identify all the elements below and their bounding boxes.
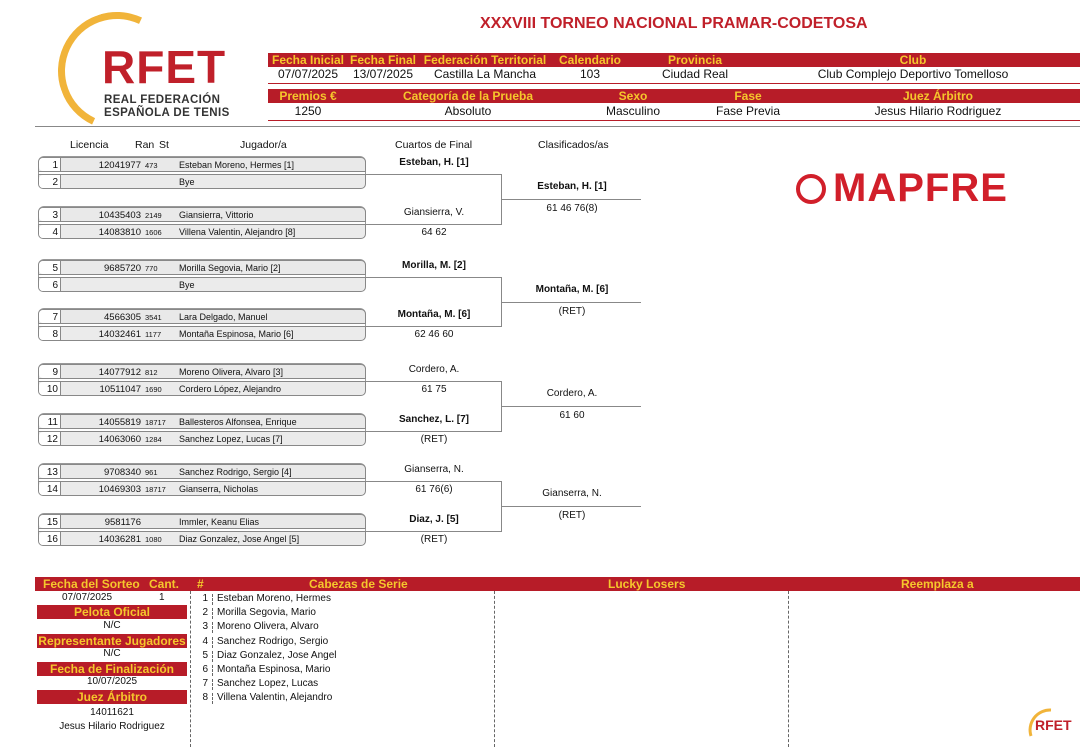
premios-label: Premios € (279, 89, 337, 103)
qualified-name: Cordero, A. (546, 388, 598, 399)
cant-value: 1 (159, 592, 165, 603)
logo-line-2: ESPAÑOLA DE TENIS (104, 107, 230, 119)
qf-winner: Gianserra, N. (404, 464, 464, 475)
seed-name: Moreno Olivera, Alvaro (217, 621, 319, 633)
logo-line-1: REAL FEDERACIÓN (104, 94, 221, 106)
seed-divider (212, 637, 213, 648)
seed-number: 4 (202, 635, 208, 647)
seeds-label: Cabezas de Serie (309, 577, 408, 591)
juez-arbitro: Jesus Hilario Rodriguez (874, 104, 1002, 118)
club-label: Club (899, 53, 927, 67)
juez-licencia: 14011621 (90, 707, 134, 718)
qf-score: (RET) (420, 534, 448, 545)
seed-number: 7 (202, 678, 208, 690)
info-divider-2 (268, 120, 1080, 121)
hash-label: # (197, 577, 204, 591)
seed-divider (212, 651, 213, 662)
qf-score: 64 62 (421, 227, 447, 238)
draw-position: 13 (39, 465, 61, 478)
fecha-inicial: 07/07/2025 (277, 67, 339, 81)
player-licence: 9581176 (104, 517, 141, 528)
draw-position: 16 (39, 532, 61, 545)
juez-nombre: Jesus Hilario Rodriguez (59, 721, 165, 732)
draw-position: 12 (39, 432, 61, 445)
draw-row (38, 514, 366, 529)
draw-row (38, 174, 366, 189)
cant-label: Cant. (149, 577, 179, 591)
pelota-value: N/C (103, 620, 121, 631)
draw-position: 2 (39, 175, 61, 188)
player-rank: 1080 (145, 535, 162, 544)
player-licence: 10511047 (99, 384, 141, 395)
fecha-final-label: Fecha Final (349, 53, 417, 67)
player-name: Ballesteros Alfonsea, Enrique (179, 417, 297, 427)
small-logo-text: RFET (1035, 717, 1072, 733)
player-rank: 2149 (145, 211, 162, 220)
draw-position: 6 (39, 278, 61, 291)
qf-line (366, 277, 502, 278)
calendario: 103 (579, 67, 601, 81)
sexo: Masculino (605, 104, 661, 118)
draw-position: 11 (39, 415, 61, 428)
info-header-bar-2 (268, 89, 1080, 103)
federacion-label: Federación Territorial (423, 53, 547, 67)
juez-bottom-label: Juez Árbitro (37, 690, 187, 704)
player-licence: 10469303 (98, 484, 141, 495)
seed-name: Morilla Segovia, Mario (217, 607, 316, 619)
player-name: Immler, Keanu Elias (179, 517, 260, 527)
seed-divider (212, 665, 213, 676)
player-name: Bye (179, 177, 195, 187)
seed-number: 1 (202, 593, 208, 604)
player-name: Montaña Espinosa, Mario [6] (179, 329, 294, 339)
draw-position: 3 (39, 208, 61, 221)
draw-position: 9 (39, 365, 61, 378)
seed-divider (212, 622, 213, 633)
draw-row (38, 364, 366, 379)
club: Club Complejo Deportivo Tomelloso (817, 67, 1009, 81)
draw-row (38, 414, 366, 429)
seed-divider (212, 594, 213, 605)
qf-winner: Diaz, J. [5] (409, 514, 459, 525)
player-rank: 473 (145, 161, 158, 170)
draw-row (38, 224, 366, 239)
player-rank: 18717 (145, 485, 166, 494)
seed-name: Sanchez Rodrigo, Sergio (217, 635, 329, 647)
seed-number: 2 (202, 607, 208, 619)
qf-line (366, 481, 502, 482)
bottom-divider-2 (494, 591, 495, 747)
draw-row (38, 207, 366, 222)
draw-row (38, 277, 366, 292)
qf-winner: Giansierra, V. (403, 207, 465, 218)
player-name: Gianserra, Nicholas (179, 484, 259, 494)
qf-score: 61 76(6) (415, 484, 453, 495)
draw-row (38, 431, 366, 446)
qualified-score: 61 60 (559, 410, 585, 421)
col-licencia: Licencia (70, 139, 109, 151)
finalizacion-label: Fecha de Finalización (37, 662, 187, 676)
seed-name: Diaz Gonzalez, Jose Angel (217, 649, 337, 661)
draw-position: 15 (39, 515, 61, 528)
player-licence: 9708340 (104, 467, 141, 478)
player-licence: 12041977 (98, 160, 141, 171)
draw-row (38, 531, 366, 546)
seed-number: 6 (202, 664, 208, 675)
info-values-row-2 (268, 104, 1080, 119)
draw-position: 1 (39, 158, 61, 171)
player-name: Giansierra, Vittorio (179, 210, 254, 220)
player-licence: 14032461 (98, 329, 141, 340)
qualified-line (501, 199, 641, 200)
seed-name: Montaña Espinosa, Mario (217, 664, 331, 675)
pelota-label: Pelota Oficial (37, 605, 187, 619)
player-rank: 3541 (145, 313, 162, 322)
player-name: Sanchez Rodrigo, Sergio [4] (179, 467, 292, 477)
draw-row (38, 309, 366, 324)
seed-number: 3 (202, 621, 208, 633)
seed-number: 5 (202, 649, 208, 661)
fase: Fase Previa (715, 104, 781, 118)
fecha-sorteo-label: Fecha del Sorteo (43, 577, 140, 591)
header-separator (35, 126, 1080, 127)
player-licence: 10435403 (98, 210, 141, 221)
player-name: Cordero López, Alejandro (179, 384, 282, 394)
bottom-divider-1 (190, 591, 191, 747)
provincia: Ciudad Real (661, 67, 729, 81)
qf-score: 61 75 (421, 384, 447, 395)
qualified-line (501, 302, 641, 303)
qf-winner: Esteban, H. [1] (399, 157, 469, 168)
qf-winner: Montaña, M. [6] (397, 309, 471, 320)
player-rank: 1284 (145, 435, 162, 444)
draw-position: 5 (39, 261, 61, 274)
qualified-name: Esteban, H. [1] (537, 181, 607, 192)
info-header-bar-1 (268, 53, 1080, 67)
col-st: St (159, 139, 169, 151)
bottom-header-bar (35, 577, 1080, 591)
col-cuartos: Cuartos de Final (395, 139, 473, 151)
player-rank: 961 (145, 468, 158, 477)
draw-position: 8 (39, 327, 61, 340)
juez-label: Juez Árbitro (902, 89, 973, 103)
player-name: Villena Valentin, Alejandro [8] (179, 227, 296, 237)
player-name: Morilla Segovia, Mario [2] (179, 263, 281, 273)
draw-row (38, 481, 366, 496)
draw-row (38, 157, 366, 172)
seed-name: Esteban Moreno, Hermes (217, 593, 331, 604)
seed-number: 8 (202, 692, 208, 704)
fecha-final: 13/07/2025 (352, 67, 414, 81)
sexo-label: Sexo (618, 89, 648, 103)
rfet-small-logo (1025, 706, 1075, 740)
lucky-losers-label: Lucky Losers (608, 577, 686, 591)
qf-winner: Cordero, A. (408, 364, 460, 375)
fecha-inicial-label: Fecha Inicial (271, 53, 345, 67)
player-licence: 14083810 (98, 227, 141, 238)
col-ran: Ran (135, 139, 155, 151)
col-jugador: Jugador/a (240, 139, 287, 151)
draw-row (38, 464, 366, 479)
qf-line (366, 381, 502, 382)
qf-line (366, 326, 502, 327)
categoria-label: Categoría de la Prueba (402, 89, 534, 103)
qf-line (366, 531, 502, 532)
bottom-divider-3 (788, 591, 789, 747)
qualified-line (501, 406, 641, 407)
qf-score: (RET) (420, 434, 448, 445)
player-rank: 1606 (145, 228, 162, 237)
categoria: Absoluto (444, 104, 492, 118)
draw-position: 10 (39, 382, 61, 395)
provincia-label: Provincia (667, 53, 723, 67)
qf-winner: Sanchez, L. [7] (398, 414, 469, 425)
seed-divider (212, 679, 213, 690)
sponsor-logo: MAPFRE (833, 166, 1008, 210)
seed-divider (212, 608, 213, 619)
reemplaza-label: Reemplaza a (901, 577, 974, 591)
qf-winner: Morilla, M. [2] (402, 260, 466, 271)
player-licence: 4566305 (104, 312, 141, 323)
qualified-name: Montaña, M. [6] (535, 284, 609, 295)
player-rank: 1177 (145, 330, 162, 339)
player-name: Esteban Moreno, Hermes [1] (179, 160, 295, 170)
player-rank: 770 (145, 264, 158, 273)
draw-position: 4 (39, 225, 61, 238)
premios: 1250 (294, 104, 322, 118)
rfet-logo-subtitle (104, 94, 230, 120)
fecha-sorteo: 07/07/2025 (62, 592, 113, 603)
player-licence: 14055819 (98, 417, 141, 428)
player-name: Lara Delgado, Manuel (179, 312, 268, 322)
seed-divider (212, 693, 213, 704)
draw-position: 7 (39, 310, 61, 323)
qf-line (366, 174, 502, 175)
player-rank: 812 (145, 368, 158, 377)
representante-value: N/C (103, 648, 121, 659)
player-licence: 14063060 (98, 434, 141, 445)
qualified-line (501, 506, 641, 507)
player-name: Bye (179, 280, 195, 290)
qf-score: 62 46 60 (414, 329, 454, 340)
draw-row (38, 381, 366, 396)
qf-line (366, 224, 502, 225)
info-divider-1 (268, 83, 1080, 84)
player-name: Moreno Olivera, Alvaro [3] (179, 367, 284, 377)
calendario-label: Calendario (558, 53, 621, 67)
federacion: Castilla La Mancha (433, 67, 537, 81)
qualified-score: 61 46 76(8) (546, 203, 598, 214)
player-licence: 14077912 (98, 367, 141, 378)
fase-label: Fase (734, 89, 762, 103)
player-name: Sanchez Lopez, Lucas [7] (179, 434, 283, 444)
draw-row (38, 326, 366, 341)
player-name: Diaz Gonzalez, Jose Angel [5] (179, 534, 300, 544)
qualified-name: Gianserra, N. (542, 488, 602, 499)
tournament-title: XXXVIII TORNEO NACIONAL PRAMAR-CODETOSA (480, 15, 868, 32)
col-clasificados: Clasificados/as (538, 139, 609, 151)
player-rank: 1690 (145, 385, 162, 394)
player-licence: 9685720 (104, 263, 141, 274)
draw-row (38, 260, 366, 275)
qf-line (366, 431, 502, 432)
seed-name: Sanchez Lopez, Lucas (217, 678, 319, 690)
qualified-score: (RET) (558, 306, 586, 317)
rfet-logo: RFET (102, 41, 227, 93)
draw-position: 14 (39, 482, 61, 495)
qualified-score: (RET) (558, 510, 586, 521)
seed-name: Villena Valentin, Alejandro (217, 692, 333, 704)
representante-label: Representante Jugadores (38, 634, 186, 648)
info-values-row-1 (268, 67, 1080, 82)
player-licence: 14036281 (98, 534, 141, 545)
finalizacion-value: 10/07/2025 (86, 676, 138, 687)
mapfre-icon (796, 174, 826, 204)
player-rank: 18717 (145, 418, 166, 427)
